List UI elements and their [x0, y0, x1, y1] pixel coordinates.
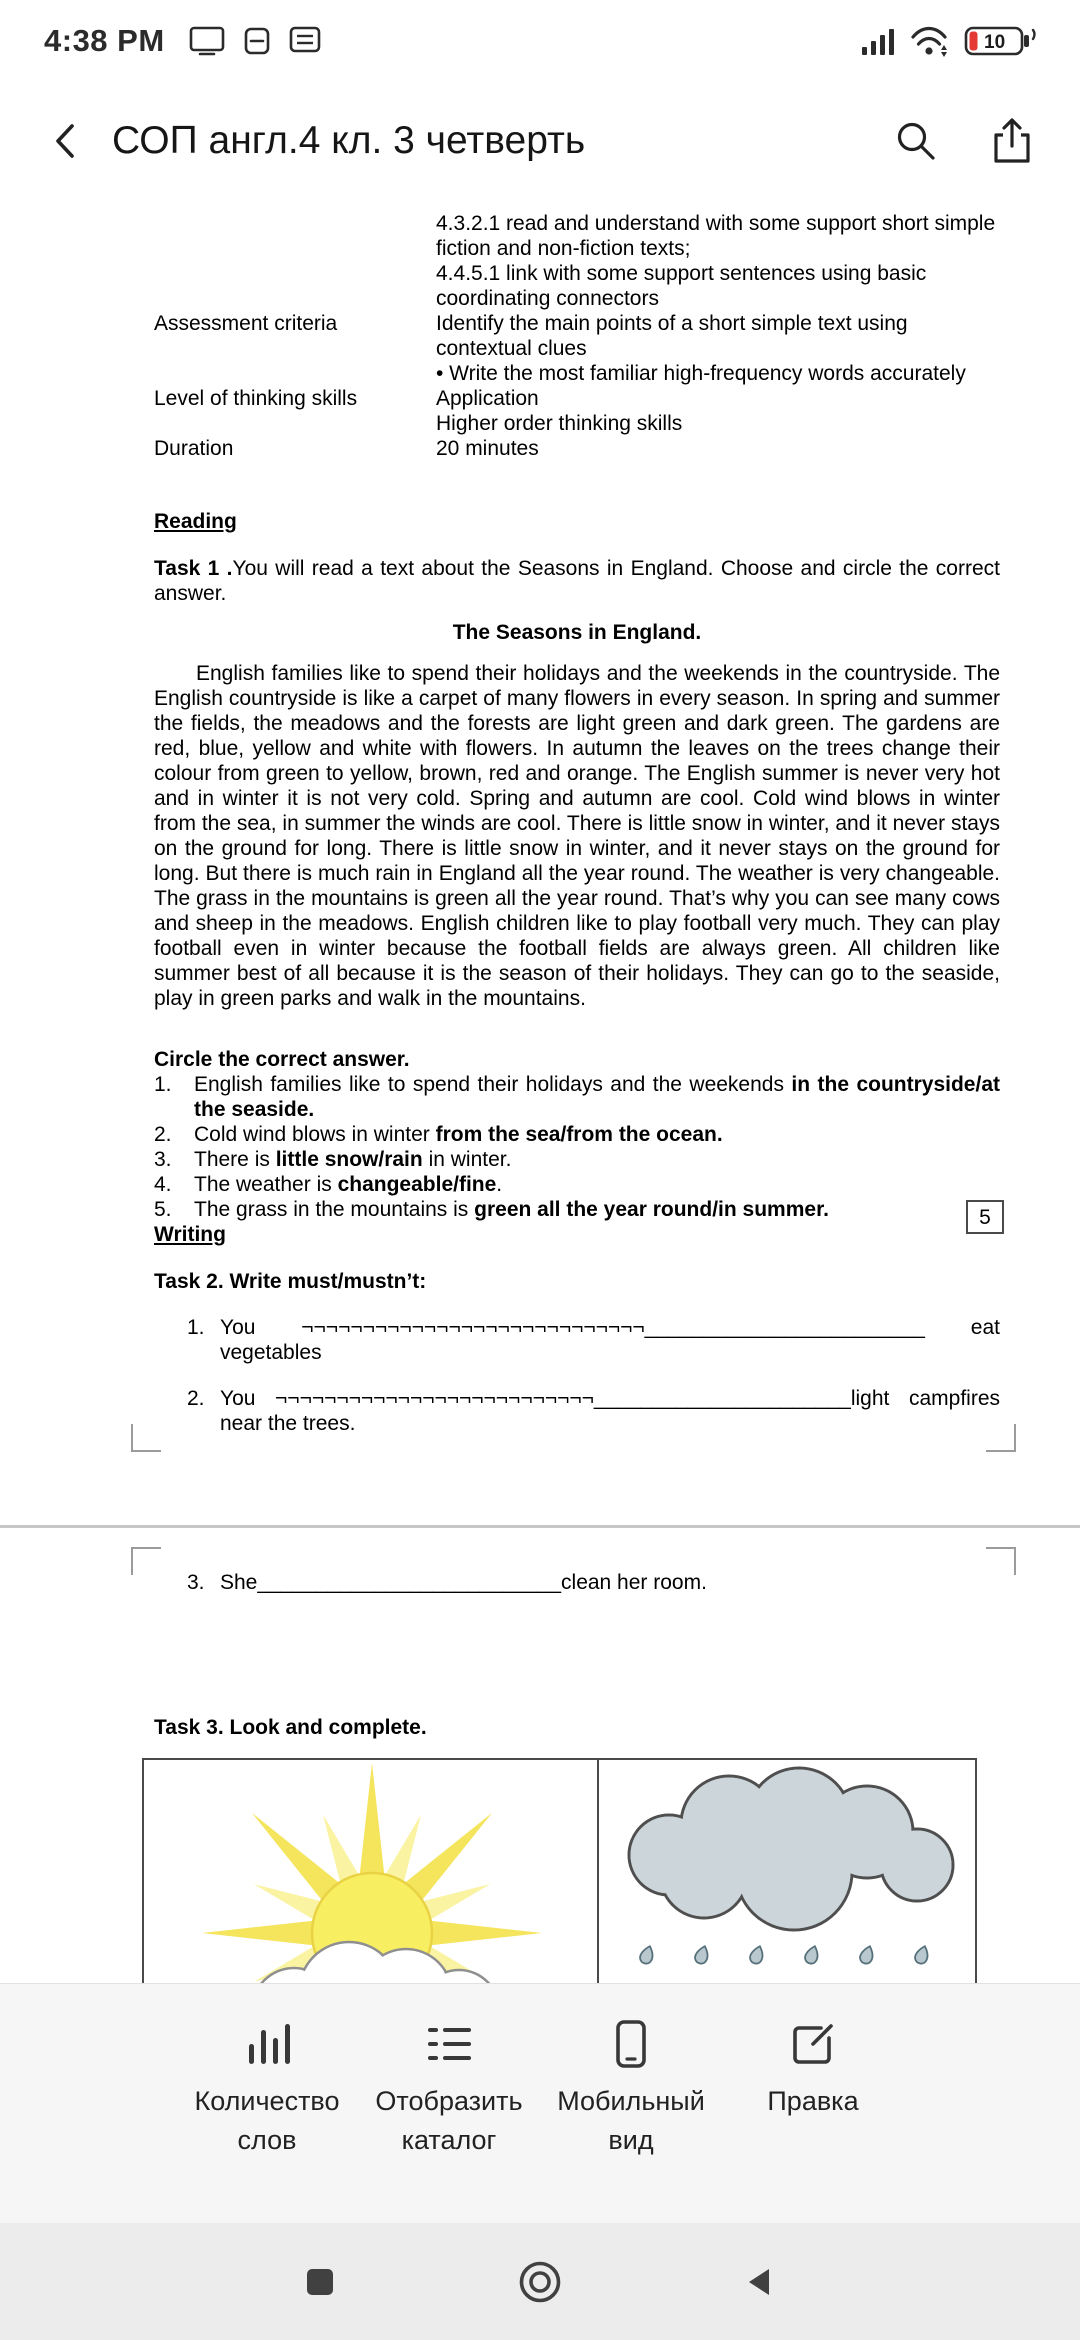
- sun-picture: [144, 1760, 597, 1983]
- back-triangle-icon: [742, 2264, 778, 2300]
- question-text: The weather is changeable/fine.: [194, 1173, 503, 1196]
- criteria-value: 20 minutes: [436, 437, 539, 460]
- svg-text:10: 10: [984, 32, 1006, 53]
- word-count-icon: [241, 2014, 293, 2070]
- circle-heading: Circle the correct answer.: [154, 1048, 410, 1071]
- signal-icon: [860, 25, 896, 57]
- bottom-toolbar: [0, 1983, 1080, 2223]
- question-number: 5.: [154, 1198, 172, 1221]
- criteria-label: Assessment criteria: [154, 312, 338, 335]
- status-bar: [0, 0, 1080, 72]
- criteria-label: Duration: [154, 437, 234, 460]
- task3-image-table: [142, 1758, 977, 1983]
- document-page-1: [0, 209, 1080, 1525]
- page-margin-mark: [131, 1424, 161, 1452]
- navigation-bar: [0, 2223, 1080, 2340]
- criteria-row: [154, 386, 1000, 436]
- task2-item: [187, 1570, 1000, 1595]
- battery-icon: [964, 24, 1036, 58]
- task2-item: [187, 1315, 1000, 1365]
- android-back-button[interactable]: [650, 2264, 870, 2300]
- criteria-value: Identify the main points of a short simple text using contextual clues • Write the most familiar high-frequency words accurately: [436, 312, 966, 385]
- criteria-value: 4.3.2.1 read and understand with some support short simple fiction and non-fiction texts; 4.4.5.1 link with some support sentences using basic coordinating connectors: [436, 212, 996, 310]
- page-number-badge: 5: [966, 1200, 1004, 1234]
- reading-text: English families like to spend their holidays and the weekends in the countryside. The English countryside is like a carpet of many flowers in every season. In spring and summer the fields, the meadows and the forests are light green and dark green. The gardens are red, blue, yellow and white with flowers. In autumn the leaves on the trees change their colour from green to yellow, brown, red and orange. The English summer is never very hot and in winter it is not very cold. Spring and autumn are cool. Cold wind blows in winter from the sea, in summer the winds are cool. There is little snow in winter, and it never stays on the ground for long. There is little snow in winter, and it never stays on the ground for long. But there is much rain in England all the year round. The weather is very changeable. The grass in the mountains is green all the year round. That’s why you can see many cows and sheep in the meadows. English children like to play football very much. They can play football even in winter because the football fields are always green. All children like summer best of all because it is the season of their holidays. They can go to the seaside, play in green parks and walk in the mountains.: [154, 662, 1000, 1010]
- reading-heading: Reading: [154, 510, 237, 533]
- question-item: [154, 1197, 1000, 1222]
- show-catalog-button[interactable]: [358, 2014, 540, 2160]
- clock: 4:38 PM: [44, 23, 165, 58]
- document-page-2: [0, 1528, 1080, 1983]
- question-text: The grass in the mountains is green all the year round/in summer.: [194, 1198, 829, 1221]
- task2-number: 1.: [187, 1316, 205, 1339]
- mobile-view-button[interactable]: [540, 2014, 722, 2160]
- question-item: [154, 1147, 1000, 1172]
- criteria-table: [154, 211, 1000, 461]
- edit-button[interactable]: [722, 2014, 904, 2121]
- page-margin-mark: [131, 1547, 161, 1575]
- status-right-icons: [860, 24, 1036, 58]
- question-number: 4.: [154, 1173, 172, 1196]
- question-text: English families like to spend their holidays and the weekends in the countryside/at the seaside.: [194, 1073, 1000, 1121]
- page-margin-mark: [986, 1547, 1016, 1575]
- wifi-icon: [910, 25, 950, 57]
- task2-item: [187, 1386, 1000, 1436]
- question-text: There is little snow/rain in winter.: [194, 1148, 512, 1171]
- criteria-row: [154, 311, 1000, 386]
- share-icon[interactable]: [988, 117, 1036, 165]
- task2-number: 2.: [187, 1387, 205, 1410]
- status-left-icons: [189, 26, 321, 56]
- recents-square-icon: [303, 2265, 337, 2299]
- battery-saver-icon: [243, 26, 271, 56]
- task2-text: She__________________________clean her room.: [220, 1571, 707, 1594]
- question-item: [154, 1072, 1000, 1122]
- question-text: Cold wind blows in winter from the sea/from the ocean.: [194, 1123, 723, 1146]
- toolbar-label: Отобразить каталог: [375, 2086, 523, 2155]
- catalog-icon: [423, 2014, 475, 2070]
- messages-icon: [289, 26, 321, 56]
- question-item: [154, 1172, 1000, 1197]
- header-actions: [892, 117, 1036, 165]
- toolbar-label: Мобильный вид: [557, 2086, 705, 2155]
- rain-picture: [597, 1760, 975, 1983]
- toolbar-label: Количество слов: [194, 2086, 340, 2155]
- back-nav-button[interactable]: [44, 119, 88, 163]
- criteria-row: [154, 211, 1000, 311]
- home-circle-icon: [517, 2259, 563, 2305]
- task3-heading: Task 3. Look and complete.: [154, 1716, 427, 1739]
- task2-heading: Task 2. Write must/mustn’t:: [154, 1270, 427, 1293]
- document-title: СОП англ.4 кл. 3 четверть: [112, 118, 586, 162]
- task2-number: 3.: [187, 1571, 205, 1594]
- criteria-label: Level of thinking skills: [154, 387, 358, 410]
- question-number: 1.: [154, 1073, 172, 1096]
- question-item: [154, 1122, 1000, 1147]
- question-number: 2.: [154, 1123, 172, 1146]
- edit-icon: [787, 2014, 839, 2070]
- recents-button[interactable]: [210, 2265, 430, 2299]
- app-header: [0, 72, 1080, 209]
- toolbar-label: Правка: [767, 2086, 859, 2116]
- criteria-label: [154, 211, 436, 311]
- home-button[interactable]: [430, 2259, 650, 2305]
- task2-text: You ¬¬¬¬¬¬¬¬¬¬¬¬¬¬¬¬¬¬¬¬¬¬¬¬¬¬______________________light campfires near the trees.: [220, 1387, 1000, 1435]
- text-title: The Seasons in England.: [452, 621, 702, 644]
- criteria-row: [154, 436, 1000, 461]
- task1-instruction: Task 1 .You will read a text about the Seasons in England. Choose and circle the correct answer.: [154, 557, 1000, 605]
- task2-text: You ¬¬¬¬¬¬¬¬¬¬¬¬¬¬¬¬¬¬¬¬¬¬¬¬¬¬¬¬________________________ eat vegetables: [220, 1316, 1000, 1364]
- document-view[interactable]: [0, 209, 1080, 1983]
- cast-icon: [189, 26, 225, 56]
- writing-heading: Writing: [154, 1223, 226, 1246]
- search-icon[interactable]: [892, 117, 940, 165]
- question-number: 3.: [154, 1148, 172, 1171]
- mobile-view-icon: [605, 2014, 657, 2070]
- word-count-button[interactable]: [176, 2014, 358, 2160]
- criteria-value: Application Higher order thinking skills: [436, 387, 683, 435]
- page-margin-mark: [986, 1424, 1016, 1452]
